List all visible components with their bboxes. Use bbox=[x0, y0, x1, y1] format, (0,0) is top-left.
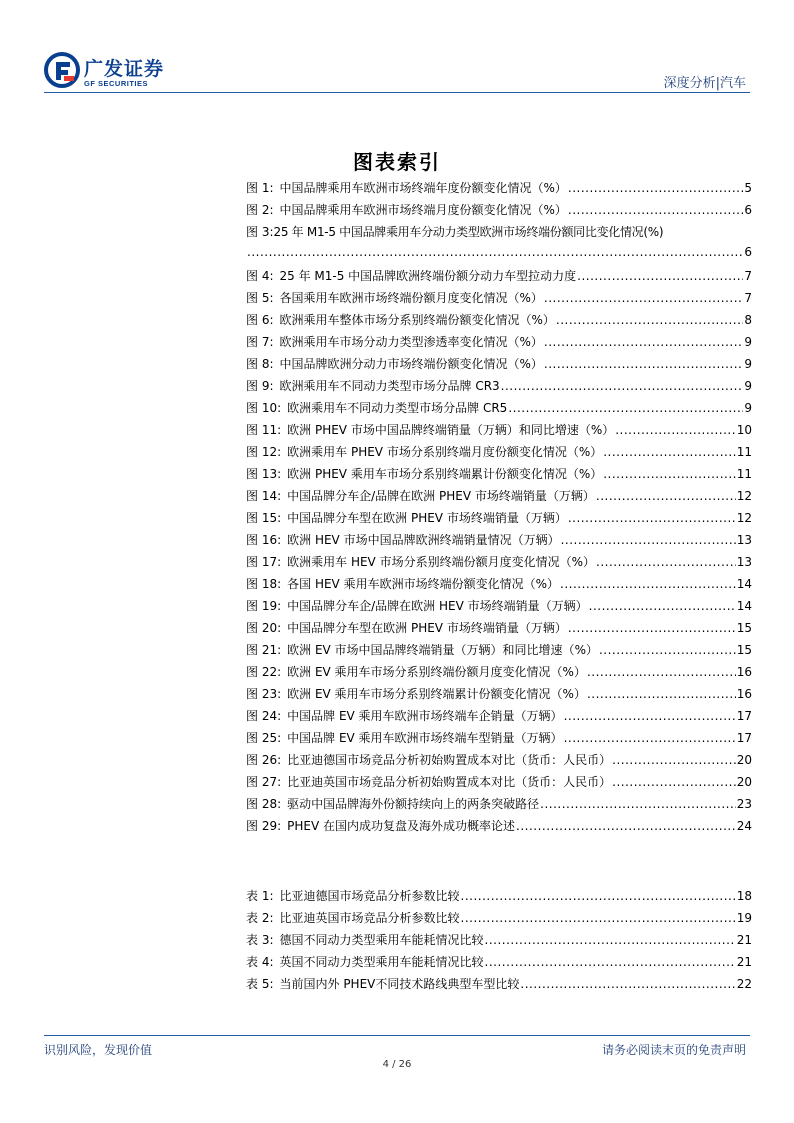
toc-entry-label: 图 27: bbox=[246, 775, 282, 789]
toc-entry-text: 各国 HEV 乘用车欧洲市场终端份额变化情况（%） bbox=[287, 577, 559, 591]
toc-entry-text: 欧洲 PHEV 乘用车市场分系别终端累计份额变化情况（%） bbox=[287, 467, 603, 481]
toc-leader-dots bbox=[599, 643, 736, 657]
toc-entry-text: 当前国内外 PHEV不同技术路线典型车型比较 bbox=[279, 977, 520, 991]
toc-entry[interactable] bbox=[246, 887, 752, 909]
toc-entry[interactable] bbox=[246, 575, 752, 597]
toc-entry-page: 22 bbox=[736, 977, 752, 991]
toc-entry[interactable] bbox=[246, 421, 752, 443]
toc-entry-text: 25 年 M1-5 中国品牌乘用车分动力类型欧洲市场终端份额同比变化情况(%) bbox=[273, 225, 664, 239]
toc-entry-text: 欧洲 EV 乘用车市场分系别终端累计份额变化情况（%） bbox=[287, 687, 586, 701]
toc-leader-dots bbox=[587, 665, 736, 679]
toc-entry-text: 比亚迪英国市场竞品分析参数比较 bbox=[279, 911, 460, 925]
toc-entry[interactable] bbox=[246, 311, 752, 333]
toc-leader-dots bbox=[544, 291, 743, 305]
toc-entry-label: 图 5: bbox=[246, 291, 274, 305]
toc-entry[interactable] bbox=[246, 377, 752, 399]
toc-entry-label: 图 4: bbox=[246, 269, 274, 283]
toc-entry[interactable] bbox=[246, 465, 752, 487]
toc-entry-label: 图 23: bbox=[246, 687, 282, 701]
toc-entry-text: 欧洲 PHEV 市场中国品牌终端销量（万辆）和同比增速（%） bbox=[287, 423, 615, 437]
toc-entry[interactable] bbox=[246, 729, 752, 751]
toc-entry[interactable] bbox=[246, 355, 752, 377]
toc-entry-page: 12 bbox=[736, 489, 752, 503]
toc-entry-label: 图 26: bbox=[246, 753, 282, 767]
toc-entry-text: 驱动中国品牌海外份额持续向上的两条突破路径 bbox=[287, 797, 540, 811]
toc-leader-dots bbox=[603, 467, 735, 481]
toc-entry-label: 图 11: bbox=[246, 423, 282, 437]
toc-entry[interactable] bbox=[246, 751, 752, 773]
toc-entry-page: 16 bbox=[736, 687, 752, 701]
toc-leader-dots bbox=[516, 819, 736, 833]
toc-entry-text: 25 年 M1-5 中国品牌欧洲终端份额分动力车型拉动力度 bbox=[279, 269, 577, 283]
toc-entry[interactable] bbox=[246, 487, 752, 509]
toc-entry[interactable] bbox=[246, 531, 752, 553]
toc-leader-dots bbox=[485, 955, 736, 969]
toc-entry-page: 16 bbox=[736, 665, 752, 679]
toc-entry-label: 图 21: bbox=[246, 643, 282, 657]
table-index bbox=[246, 887, 752, 997]
toc-entry-page: 13 bbox=[736, 555, 752, 569]
toc-entry-label: 图 24: bbox=[246, 709, 282, 723]
footer-disclaimer: 请务必阅读末页的免责声明 bbox=[601, 1043, 746, 1057]
toc-entry-label: 图 18: bbox=[246, 577, 282, 591]
logo-text: 广发证券 bbox=[84, 58, 165, 80]
toc-entry-page: 24 bbox=[736, 819, 752, 833]
toc-entry[interactable] bbox=[246, 553, 752, 575]
toc-entry[interactable] bbox=[246, 817, 752, 839]
toc-entry[interactable] bbox=[246, 179, 752, 201]
toc-entry-text: 德国不同动力类型乘用车能耗情况比较 bbox=[279, 933, 484, 947]
toc-entry-label: 图 10: bbox=[246, 401, 282, 415]
toc-entry-text: 欧洲乘用车 PHEV 市场分系别终端月度份额变化情况（%） bbox=[287, 445, 603, 459]
toc-entry[interactable] bbox=[246, 685, 752, 707]
gf-logo-icon bbox=[44, 52, 80, 88]
toc-entry-page: 7 bbox=[744, 291, 752, 305]
logo-subtext: GF SECURITIES bbox=[84, 79, 149, 88]
toc-entry[interactable] bbox=[246, 663, 752, 685]
toc-entry-page: 11 bbox=[736, 467, 752, 481]
toc-entry[interactable] bbox=[246, 953, 752, 975]
toc-entry-page: 6 bbox=[744, 203, 752, 217]
toc-entry-text: 比亚迪英国市场竞品分析初始购置成本对比（货币：人民币） bbox=[287, 775, 612, 789]
toc-entry-label: 图 25: bbox=[246, 731, 282, 745]
toc-entry-page: 15 bbox=[736, 643, 752, 657]
header-divider bbox=[44, 92, 750, 93]
toc-entry-text: 欧洲 HEV 市场中国品牌欧洲终端销量情况（万辆） bbox=[287, 533, 560, 547]
toc-entry-page: 17 bbox=[736, 709, 752, 723]
toc-entry-text: 中国品牌 EV 乘用车欧洲市场终端车型销量（万辆） bbox=[287, 731, 563, 745]
page-number: 4 / 26 bbox=[382, 1059, 412, 1070]
toc-entry-label: 图 22: bbox=[246, 665, 282, 679]
toc-leader-dots bbox=[587, 687, 736, 701]
toc-entry[interactable] bbox=[246, 443, 752, 465]
toc-entry-label: 图 8: bbox=[246, 357, 274, 371]
toc-entry-page: 9 bbox=[744, 379, 752, 393]
toc-entry-label: 表 2: bbox=[246, 911, 274, 925]
toc-entry-label: 图 29: bbox=[246, 819, 282, 833]
toc-entry-label: 图 28: bbox=[246, 797, 282, 811]
toc-entry-text: 中国品牌分车企/品牌在欧洲 HEV 市场终端销量（万辆） bbox=[287, 599, 588, 613]
toc-entry-text: 欧洲乘用车整体市场分系别终端份额变化情况（%） bbox=[279, 313, 555, 327]
toc-entry-page: 15 bbox=[736, 621, 752, 635]
toc-entry-label: 图 19: bbox=[246, 599, 282, 613]
toc-leader-dots bbox=[577, 269, 743, 283]
toc-leader-dots bbox=[520, 977, 735, 991]
toc-entry-label: 图 15: bbox=[246, 511, 282, 525]
toc-leader-dots bbox=[560, 577, 736, 591]
toc-entry-label: 图 13: bbox=[246, 467, 282, 481]
page-title: 图表索引 bbox=[353, 150, 441, 174]
toc-leader-dots bbox=[544, 357, 743, 371]
footer-slogan: 识别风险，发现价值 bbox=[44, 1043, 153, 1057]
figure-index bbox=[246, 179, 752, 839]
toc-entry-page: 19 bbox=[736, 911, 752, 925]
toc-entry-text: 中国品牌分车型在欧洲 PHEV 市场终端销量（万辆） bbox=[287, 621, 567, 635]
toc-entry-text: 各国乘用车欧洲市场终端份额月度变化情况（%） bbox=[279, 291, 543, 305]
toc-leader-dots bbox=[612, 753, 736, 767]
toc-entry-label: 图 2: bbox=[246, 203, 274, 217]
report-section: 深度分析|汽车 bbox=[663, 76, 746, 91]
toc-entry-page: 21 bbox=[736, 933, 752, 947]
toc-leader-dots bbox=[561, 533, 736, 547]
toc-leader-dots bbox=[615, 423, 735, 437]
toc-leader-dots bbox=[568, 511, 736, 525]
toc-entry-page: 9 bbox=[744, 357, 752, 371]
toc-entry-text: 欧洲 EV 乘用车市场分系别终端份额月度变化情况（%） bbox=[287, 665, 586, 679]
toc-leader-dots bbox=[564, 731, 736, 745]
toc-entry[interactable] bbox=[246, 399, 752, 421]
toc-entry[interactable] bbox=[246, 509, 752, 531]
toc-entry[interactable] bbox=[246, 975, 752, 997]
toc-entry-text: 中国品牌分车企/品牌在欧洲 PHEV 市场终端销量（万辆） bbox=[287, 489, 595, 503]
toc-leader-dots bbox=[508, 401, 743, 415]
toc-entry-text: 中国品牌分车型在欧洲 PHEV 市场终端销量（万辆） bbox=[287, 511, 567, 525]
toc-leader-dots bbox=[612, 775, 736, 789]
toc-entry-text: 欧洲 EV 市场中国品牌终端销量（万辆）和同比增速（%） bbox=[287, 643, 598, 657]
toc-leader-dots bbox=[540, 797, 736, 811]
toc-leader-dots bbox=[544, 335, 743, 349]
toc-entry-label: 表 4: bbox=[246, 955, 274, 969]
toc-entry[interactable] bbox=[246, 223, 752, 245]
toc-entry-page: 20 bbox=[736, 753, 752, 767]
toc-entry-page: 5 bbox=[744, 181, 752, 195]
toc-entry-continuation[interactable] bbox=[246, 245, 752, 267]
toc-entry-text: 中国品牌 EV 乘用车欧洲市场终端车企销量（万辆） bbox=[287, 709, 563, 723]
toc-leader-dots bbox=[568, 621, 736, 635]
toc-leader-dots bbox=[596, 555, 736, 569]
toc-entry-label: 图 12: bbox=[246, 445, 282, 459]
footer-divider bbox=[44, 1035, 750, 1036]
toc-leader-dots bbox=[568, 181, 743, 195]
toc-entry-page: 21 bbox=[736, 955, 752, 969]
toc-leader-dots bbox=[596, 489, 736, 503]
toc-entry-label: 图 20: bbox=[246, 621, 282, 635]
toc-entry-label: 表 3: bbox=[246, 933, 274, 947]
toc-entry-page: 7 bbox=[744, 269, 752, 283]
toc-entry-page: 6 bbox=[744, 245, 752, 259]
toc-entry-page: 10 bbox=[736, 423, 752, 437]
toc-entry-label: 图 16: bbox=[246, 533, 282, 547]
toc-entry-text: 中国品牌乘用车欧洲市场终端年度份额变化情况（%） bbox=[279, 181, 567, 195]
toc-entry-page: 23 bbox=[736, 797, 752, 811]
toc-entry-page: 8 bbox=[744, 313, 752, 327]
toc-leader-dots bbox=[461, 911, 736, 925]
company-logo bbox=[44, 52, 174, 94]
toc-entry-text: 欧洲乘用车不同动力类型市场分品牌 CR5 bbox=[287, 401, 508, 415]
toc-entry-text: 英国不同动力类型乘用车能耗情况比较 bbox=[279, 955, 484, 969]
toc-entry-text: 欧洲乘用车 HEV 市场分系别终端份额月度变化情况（%） bbox=[287, 555, 595, 569]
toc-entry-label: 图 3: bbox=[246, 225, 274, 239]
toc-entry[interactable] bbox=[246, 641, 752, 663]
toc-entry-page: 9 bbox=[744, 335, 752, 349]
toc-entry[interactable] bbox=[246, 333, 752, 355]
toc-entry-page: 12 bbox=[736, 511, 752, 525]
toc-entry[interactable] bbox=[246, 931, 752, 953]
toc-entry-label: 图 17: bbox=[246, 555, 282, 569]
toc-entry[interactable] bbox=[246, 795, 752, 817]
toc-entry-text: PHEV 在国内成功复盘及海外成功概率论述 bbox=[287, 819, 516, 833]
toc-entry[interactable] bbox=[246, 619, 752, 641]
toc-leader-dots bbox=[501, 379, 744, 393]
toc-leader-dots bbox=[556, 313, 743, 327]
toc-entry-text: 比亚迪德国市场竞品分析初始购置成本对比（货币：人民币） bbox=[287, 753, 612, 767]
toc-entry-label: 图 9: bbox=[246, 379, 274, 393]
toc-leader-dots bbox=[461, 889, 736, 903]
toc-entry-page: 20 bbox=[736, 775, 752, 789]
toc-entry[interactable] bbox=[246, 267, 752, 289]
toc-entry-text: 中国品牌乘用车欧洲市场终端月度份额变化情况（%） bbox=[279, 203, 567, 217]
toc-leader-dots bbox=[603, 445, 735, 459]
toc-entry-text: 比亚迪德国市场竞品分析参数比较 bbox=[279, 889, 460, 903]
toc-leader-dots bbox=[568, 203, 743, 217]
toc-entry-page: 17 bbox=[736, 731, 752, 745]
toc-entry-label: 图 14: bbox=[246, 489, 282, 503]
toc-entry-label: 表 5: bbox=[246, 977, 274, 991]
toc-entry-page: 14 bbox=[736, 577, 752, 591]
toc-entry-text: 欧洲乘用车市场分动力类型渗透率变化情况（%） bbox=[279, 335, 543, 349]
toc-leader-dots bbox=[247, 245, 743, 259]
toc-entry[interactable] bbox=[246, 909, 752, 931]
toc-entry[interactable] bbox=[246, 201, 752, 223]
toc-entry-page: 13 bbox=[736, 533, 752, 547]
toc-entry[interactable] bbox=[246, 707, 752, 729]
toc-entry[interactable] bbox=[246, 597, 752, 619]
toc-leader-dots bbox=[564, 709, 736, 723]
toc-entry-text: 欧洲乘用车不同动力类型市场分品牌 CR3 bbox=[279, 379, 500, 393]
toc-entry-page: 14 bbox=[736, 599, 752, 613]
toc-entry-page: 11 bbox=[736, 445, 752, 459]
toc-entry-label: 图 7: bbox=[246, 335, 274, 349]
toc-entry-label: 图 6: bbox=[246, 313, 274, 327]
toc-leader-dots bbox=[485, 933, 736, 947]
toc-entry-page: 9 bbox=[744, 401, 752, 415]
toc-entry-label: 表 1: bbox=[246, 889, 274, 903]
toc-leader-dots bbox=[589, 599, 736, 613]
toc-entry[interactable] bbox=[246, 773, 752, 795]
toc-entry-page: 18 bbox=[736, 889, 752, 903]
toc-entry[interactable] bbox=[246, 289, 752, 311]
toc-entry-label: 图 1: bbox=[246, 181, 274, 195]
toc-entry-text: 中国品牌欧洲分动力市场终端份额变化情况（%） bbox=[279, 357, 543, 371]
